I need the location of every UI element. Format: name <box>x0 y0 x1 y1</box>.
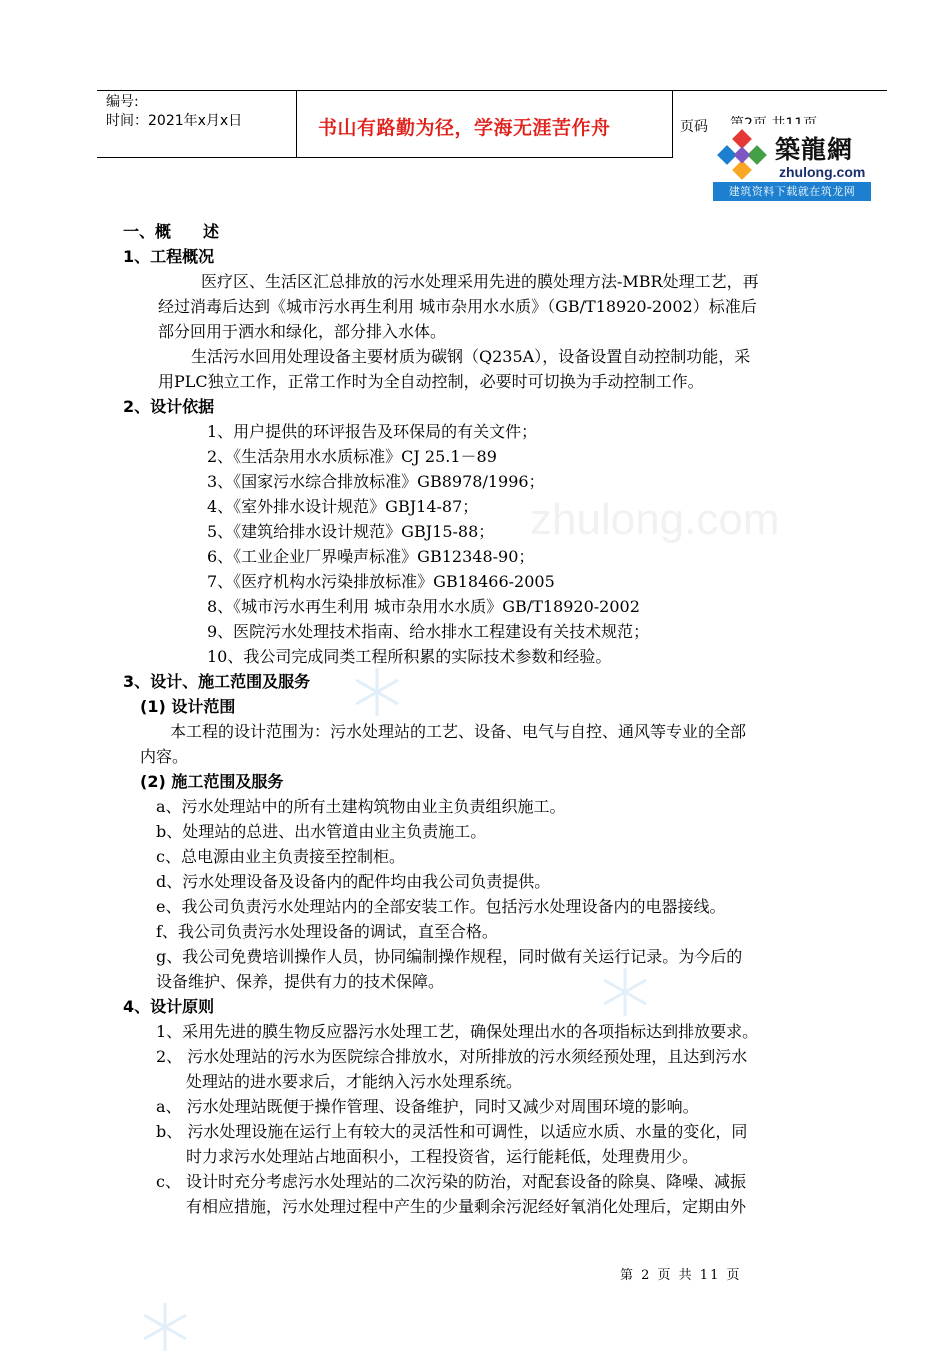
header-page-value <box>730 113 817 123</box>
paragraph-line: 医疗区、生活区汇总排放的污水处理采用先进的膜处理方法-MBR处理工艺，再 <box>201 272 759 291</box>
list-item: 处理站的进水要求后，才能纳入污水处理系统。 <box>186 1072 523 1091</box>
header-number: 编号: <box>106 94 139 110</box>
list-item: 6、《工业企业厂界噪声标准》GB12348-90； <box>207 547 535 566</box>
list-item: 5、《建筑给排水设计规范》GBJ15-88； <box>207 522 495 541</box>
list-item: 2、《生活杂用水水质标准》CJ 25.1－89 <box>207 447 497 466</box>
list-item: 7、《医疗机构水污染排放标准》GB18466-2005 <box>207 572 555 591</box>
paragraph-line: 用PLC独立工作，正常工作时为全自动控制，必要时可切换为手动控制工作。 <box>158 372 704 391</box>
list-item: 有相应措施，污水处理过程中产生的少量剩余污泥经好氧消化处理后，定期由外 <box>186 1197 747 1216</box>
header-divider <box>672 90 673 158</box>
snowflake-watermark-icon <box>598 965 652 1019</box>
page-footer: 第 2 页 共 11 页 <box>620 1268 742 1283</box>
list-item: d、污水处理设备及设备内的配件均由我公司负责提供。 <box>156 872 551 891</box>
header-time: 时间：2021年x月x日 <box>106 113 243 129</box>
subsection-heading: (2) 施工范围及服务 <box>140 772 284 791</box>
list-item: b、处理站的总进、出水管道由业主负责施工。 <box>156 822 487 841</box>
header-bottom-rule <box>97 157 672 158</box>
list-item: 9、医院污水处理技术指南、给水排水工程建设有关技术规范； <box>207 622 650 641</box>
header-meta <box>106 93 242 131</box>
header-motto: 书山有路勤为径，学海无涯苦作舟 <box>318 117 611 139</box>
list-item: 8、《城市污水再生利用 城市杂用水水质》GB/T18920-2002 <box>207 597 640 616</box>
list-item: g、我公司免费培训操作人员，协同编制操作规程，同时做有关运行记录。为今后的 <box>156 947 743 966</box>
list-item: c、总电源由业主负责接至控制柜。 <box>156 847 405 866</box>
header-page-label: 页码 <box>680 119 708 135</box>
watermark-text: zhulong.com <box>530 495 780 544</box>
list-item: a、 污水处理站既便于操作管理、设备维护，同时又减少对周围环境的影响。 <box>156 1097 699 1116</box>
paragraph-line: 经过消毒后达到《城市污水再生利用 城市杂用水水质》（GB/T18920-2002）标准后 <box>158 297 757 316</box>
paragraph-line: 部分回用于洒水和绿化，部分排入水体。 <box>158 322 447 341</box>
list-item: 1、采用先进的膜生物反应器污水处理工艺，确保处理出水的各项指标达到排放要求。 <box>156 1022 759 1041</box>
list-item: 3、《国家污水综合排放标准》GB8978/1996； <box>207 472 545 491</box>
list-item: b、 污水处理设施在运行上有较大的灵活性和可调性，以适应水质、水量的变化，同 <box>156 1122 748 1141</box>
snowflake-watermark-icon <box>350 665 404 719</box>
section-heading: 一、概 述 <box>123 222 220 241</box>
header-divider <box>296 90 297 158</box>
list-item: 1、用户提供的环评报告及环保局的有关文件； <box>207 422 538 441</box>
list-item: a、污水处理站中的所有土建构筑物由业主负责组织施工。 <box>156 797 566 816</box>
logo-name: 築龍網 <box>775 135 854 164</box>
zhulong-logo <box>713 124 871 202</box>
zhulong-logo-icon <box>715 130 771 182</box>
list-item: 时力求污水处理站占地面积小，工程投资省，运行能耗低，处理费用少。 <box>186 1147 699 1166</box>
list-item: 4、《室外排水设计规范》GBJ14-87； <box>207 497 479 516</box>
subsection-heading: 3、设计、施工范围及服务 <box>123 672 311 691</box>
subsection-heading: 4、设计原则 <box>123 997 215 1016</box>
paragraph-line: 内容。 <box>140 747 189 766</box>
list-item: f、我公司负责污水处理设备的调试，直至合格。 <box>156 922 498 941</box>
list-item: e、我公司负责污水处理站内的全部安装工作。包括污水处理设备内的电器接线。 <box>156 897 726 916</box>
subsection-heading: 2、设计依据 <box>123 397 215 416</box>
list-item: 2、 污水处理站的污水为医院综合排放水，对所排放的污水须经预处理，且达到污水 <box>156 1047 748 1066</box>
list-item: c、 设计时充分考虑污水处理站的二次污染的防治，对配套设备的除臭、降噪、减振 <box>156 1172 747 1191</box>
list-item: 设备维护、保养，提供有力的技术保障。 <box>156 972 445 991</box>
subsection-heading: 1、工程概况 <box>123 247 215 266</box>
paragraph-line: 生活污水回用处理设备主要材质为碳钢（Q235A），设备设置自动控制功能，采 <box>191 347 751 366</box>
header-top-rule <box>97 90 887 91</box>
logo-domain: zhulong.com <box>779 164 866 180</box>
paragraph-line: 本工程的设计范围为：污水处理站的工艺、设备、电气与自控、通风等专业的全部 <box>170 722 747 741</box>
logo-slogan: 建筑资料下载就在筑龙网 <box>713 182 871 201</box>
subsection-heading: (1) 设计范围 <box>140 697 236 716</box>
list-item: 10、我公司完成同类工程所积累的实际技术参数和经验。 <box>207 647 612 666</box>
snowflake-watermark-icon <box>138 1300 192 1354</box>
